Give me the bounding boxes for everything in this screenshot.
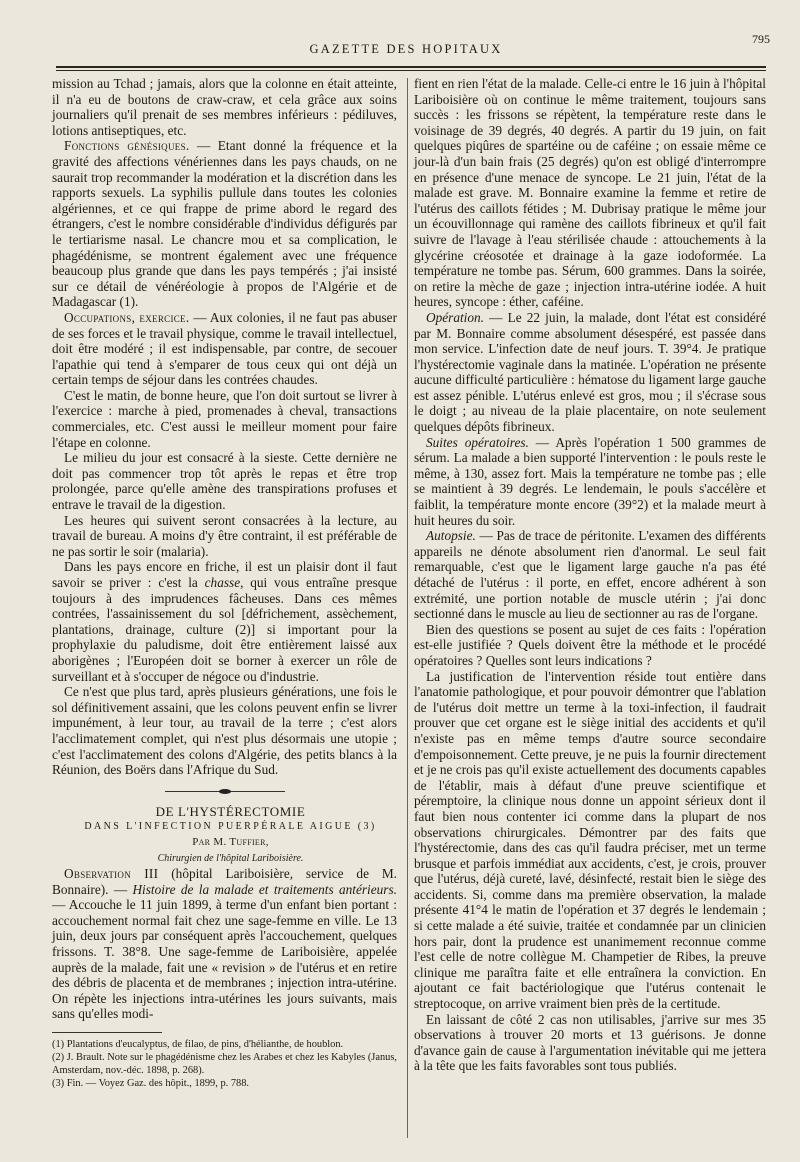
footnote: (2) J. Brault. Note sur le phagédénisme chez les Arabes et chez les Kabyles (Janus, Amsterdam, nov.-déc. 1898, p. 268).: [52, 1052, 397, 1077]
paragraph-suites: [414, 435, 766, 529]
paragraph: fient en rien l'état de la malade. Celle-ci entre le 16 juin à l'hôpital Lariboisière où on continue le même traitement, toujours sans succès : les frissons se répètent, la température reste dans le voisinage de 39 degrés, 40 degrés. A partir du 19 juin, on fait quelques piqûres de spartéine ou de caféine ; on essaie même ce jour-là d'un bain frais (25 degrés) qu'on est obligé d'interrompre en présence d'une menace de syncope. Le 21 juin, l'état de la malade est grave. M. Bonnaire examine la femme et retire de l'utérus des caillots fétides ; M. Dubrisay pratique le même jour un écouvillonnage qui ramène des caillots fibrineux et qu'il fait suivre de l'lavage à l'eau stérilisée chaude : attouchements à la glycérine créosotée et drainage à la gaze iodoformée. La température ne tombe pas. Sérum, 600 grammes. Dans la soirée, on retire la mèche de gaze ; injection intra-utérine iodée. A huit heures, syncope : éther, caféine.: [414, 76, 766, 310]
paragraph-observation: [52, 866, 397, 1022]
article-subtitle: DANS L'INFECTION PUERPÉRALE AIGUE (3): [84, 821, 377, 833]
paragraph-occupations: [52, 310, 397, 388]
paragraph: Ce n'est que plus tard, après plusieurs générations, une fois le sol définitivement assaini, que les colons peuvent enfin se livrer impunément, à leur tour, au travail de la terre ; c'est alors l'acclimatement complet, qui n'est plus désormais une utopie ; c'est l'acclimatement des colons d'Algérie, des petits blancs à la Réunion, des Boërs dans l'Afrique du Sud.: [52, 684, 397, 778]
paragraph: Le milieu du jour est consacré à la sieste. Cette dernière ne doit pas commencer trop tôt après le repas et être trop prolongée, parce qu'elle amène des transpirations profuses et entrave le travail de la digestion.: [52, 450, 397, 513]
right-column: [414, 76, 766, 1074]
page-number: 795: [752, 32, 770, 46]
section-heading: Fonctions génésiques.: [64, 138, 190, 154]
paragraph: C'est le matin, de bonne heure, que l'on doit surtout se livrer à l'exercice : marche à pied, promenades à cheval, transactions commerciales, etc. C'est aussi le meilleur moment pour faire l'étape en colonne.: [52, 387, 397, 450]
paragraph-text: — Après l'opération 1 500 grammes de sérum. La malade a bien supporté l'intervention : le pouls reste le même, à 130, assez fort. Mais la température ne tombe pas ; elle se maintient à 39 degrés. Le lendemain, le pouls s'accélère et faiblit, la température monte encore (39°2) et la malade meurt à huit heures du soir.: [414, 434, 766, 528]
emphasis: chasse: [204, 575, 241, 590]
paragraph-fonctions: [52, 138, 397, 310]
article-title: DE L'HYSTÉRECTOMIE: [155, 803, 306, 819]
section-heading: Opération.: [426, 309, 484, 325]
paragraph: La justification de l'intervention réside tout entière dans l'anatomie pathologique, et pour pouvoir démontrer que l'ablation de l'utérus doit mettre un terme à la toxi-infection, il faudrait prouver que cet organe est le siège initial des accidents et qu'il n'existe pas en même temps d'autre source secondaire d'empoisonnement. Cette preuve, je ne puis la fournir directement et je ne crois pas qu'il existe actuellement des documents capables de l'établir, mais à défaut d'une preuve scientifique et péremptoire, la clinique nous donne un appoint sérieux dont il faut bien nous contenter ici comme dans la plupart de nos observations chirurgicales. Démontrer par des faits que l'hystérectomie, dans des cas qu'il faudra préciser, met un terme brusque et parfois immédiat aux accidents, c'est, je crois, prouver que l'utérus, déjà cureté, lavé, désinfecté, restait bien le siège des accidents. Si, comme dans ma première observation, la malade présente 41°4 le matin de l'opération et 37 degrés le lendemain ; si cette malade a été suivie, traitée et condamnée par un clinicien hors pair, dont la prudence est unanimement reconnue comme l'est celle de notre collègue M. Champetier de Ribes, la preuve clinique me paraîtra faite et elle entraînera la conviction. En ajoutant ce fait bactériologique que l'utérus contenait le streptocoque, on arrive vraiment bien près de la certitude.: [414, 668, 766, 1012]
footnote-rule: [52, 1032, 162, 1033]
article-author: Par M. Tuffier,: [192, 835, 269, 848]
journal-title: GAZETTE DES HOPITAUX: [309, 42, 503, 56]
article-affiliation: Chirurgien de l'hôpital Lariboisière.: [157, 852, 304, 864]
paragraph-text: , qui vous entraîne presque toujours à des imprudences fâcheuses. Dans ces mêmes contrées, l'assainissement du sol [défrichement, assèchement, plantations, drainage, culture (2)] si important pour la prophylaxie du paludisme, doit être entièrement laissé aux aborigènes ; l'Européen doit se borner à exercer un rôle de surveillant et à s'occuper de négoce ou d'industrie.: [52, 575, 398, 684]
header-rule: [56, 66, 766, 68]
footnotes: [52, 1038, 397, 1090]
paragraph-text: — Accouche le 11 juin 1899, à terme d'un enfant bien portant : accouchement normal fait chez une sage-femme en ville. Le 13 juin, deux jours par conséquent après l'accouchement, quelques frissons. T. 38°8. Une sage-femme de Lariboisière, appelée auprès de la malade, fait une « revision » de l'utérus et en retire des débris de placenta et de membranes ; injection intra-utérine. On répète les injections intra-utérines les jours suivants, mais sans qu'elles modi-: [52, 897, 397, 1022]
paragraph-autopsie: [414, 528, 766, 622]
paragraph: Les heures qui suivent seront consacrées à la lecture, au travail de bureau. A moins d'y être contraint, il est préférable de ne pas sortir le soir (malaria).: [52, 512, 397, 559]
paragraph-text: — Le 22 juin, la malade, dont l'état est considéré par M. Bonnaire comme absolument désespéré, est passée dans mon service. L'infection date de neuf jours. T. 39°4. Je pratique l'hystérectomie vaginale dans la matinée. L'opération ne présente aucune difficulté particulière : hématose du ligament large gauche est assez pénible. L'utérus enlevé est gros, mou ; il s'écrase sous le doigt ; au niveau de la plaie placentaire, on note seulement quelques dépôts fibrineux.: [414, 309, 766, 435]
page-header: [56, 32, 770, 62]
section-heading: Observation III: [64, 866, 159, 882]
footnote: (1) Plantations d'eucalyptus, de filao, de pins, d'hélianthe, de houblon.: [52, 1039, 344, 1051]
paragraph: En laissant de côté 2 cas non utilisables, j'arrive sur mes 35 observations à trouver 20 morts et 13 guérisons. Je donne d'avance gain de cause à l'argumentation inévitable qui me jettera à la tête que les faits favorables sont tous publiés.: [414, 1011, 766, 1074]
header-rule-thin: [56, 70, 766, 71]
section-heading: Autopsie.: [426, 528, 476, 544]
section-heading: Occupations, exercice.: [64, 309, 190, 325]
left-column: [52, 76, 397, 1090]
paragraph-text: — Pas de trace de péritonite. L'examen des différents appareils ne dénote absolument rien d'anormal. Le seul fait remarquable, c'est que le ligament large gauche n'a pas été détaché de l'utérus : il porte, en effet, encore adhérent à son extrémité, une portion notable de muscle utérin ; j'ai donc sectionné dans le muscle au lieu de sectionner au ras de l'organe.: [414, 528, 766, 622]
paragraph: mission au Tchad ; jamais, alors que la colonne en était atteinte, il n'a eu de boutons de craw-craw, et cela grâce aux soins journaliers qu'il prenait de ses membres inférieurs : pédiluves, lotions antiseptiques, etc.: [52, 76, 397, 138]
section-ornament: [165, 790, 285, 794]
paragraph-text: — Aux colonies, il ne faut pas abuser de ses forces et le travail physique, comme le travail intellectuel, doit être modéré ; il est indispensable, par contre, de secouer l'apathie qui tend à s'emparer de tous ceux qui ont déjà un certain temps de séjour dans les contrées chaudes.: [52, 309, 398, 388]
emphasis: Histoire de la malade et traitements antérieurs.: [132, 881, 397, 897]
paragraph-text: (hôpital Lariboisière, service de M. Bonnaire). —: [52, 866, 398, 897]
column-divider: [407, 78, 408, 1138]
footnote: (3) Fin. — Voyez Gaz. des hôpit., 1899, p. 788.: [52, 1078, 250, 1090]
paragraph-text: — Etant donné la fréquence et la gravité des affections vénériennes dans les pays chauds, on ne saurait trop recommander la modération et la discrétion dans les rapports sexuels. La syphilis pullule dans toutes les colonies algériennes, et ce qui frappe de prime abord le regard des étrangers, c'est le nombre considérable d'individus défigurés par le tertiarisme nasal. Le chancre mou et sa complication, le phagédénisme, se montrent également avec une fréquence beaucoup plus grande que dans les pays tempérés ; j'ai insisté sur ce détail de vénéréologie à propos de l'Algérie et de Madagascar (1).: [52, 138, 397, 310]
section-heading: Suites opératoires.: [426, 434, 529, 450]
paragraph: Bien des questions se posent au sujet de ces faits : l'opération est-elle justifiée ? Quels doivent être la méthode et le procédé opératoires ? Quelles sont leurs indications ?: [414, 621, 766, 668]
paragraph-text: Dans les pays encore en friche, il est un plaisir dont il faut savoir se priver : c'est la: [52, 559, 397, 590]
paragraph-operation: [414, 310, 766, 435]
paragraph-friche: [52, 559, 397, 684]
